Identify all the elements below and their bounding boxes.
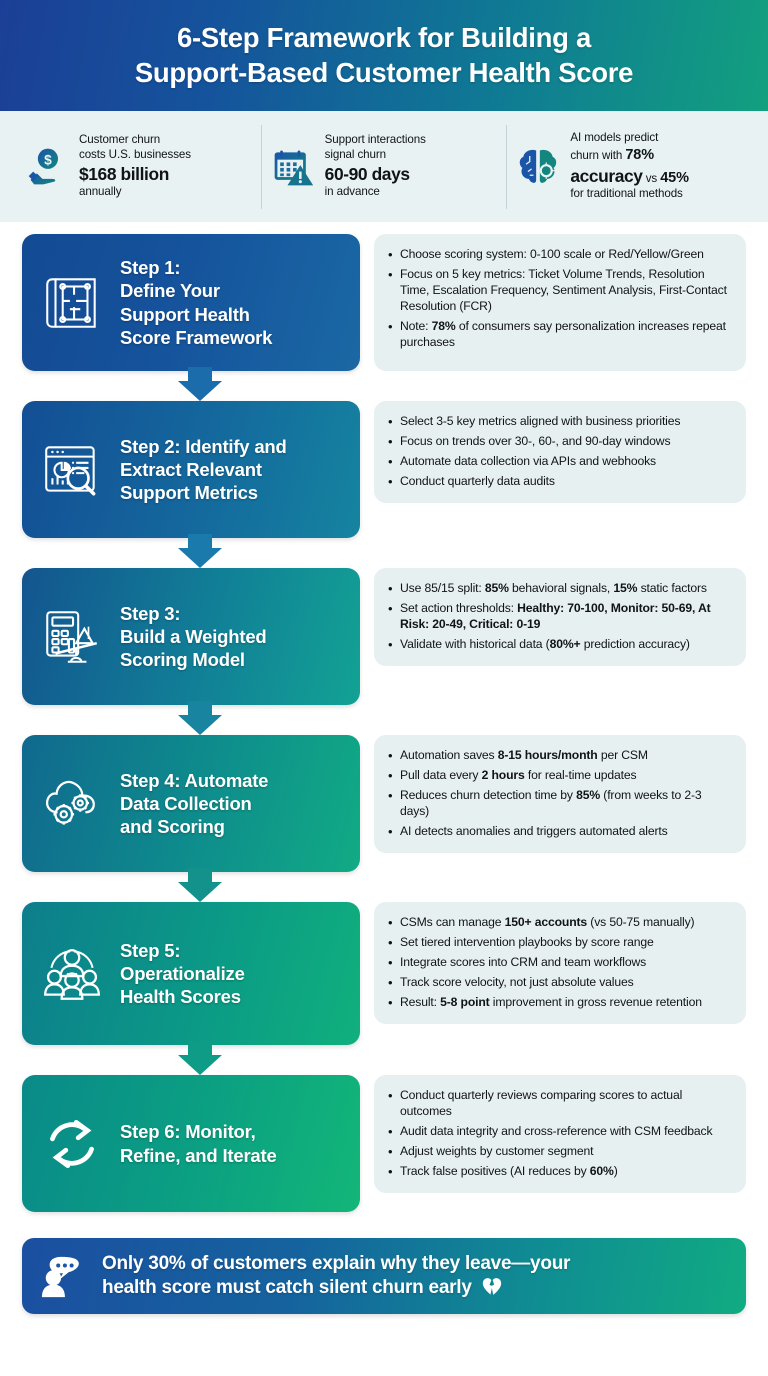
- stat-line2: signal churn: [324, 148, 386, 162]
- bullet-text: Conduct quarterly data audits: [400, 473, 555, 488]
- hand-holding-dollar-icon: [24, 143, 70, 191]
- bullet-text: Track score velocity, not just absolute values: [400, 974, 634, 989]
- bullet-emphasis: 85%: [484, 581, 509, 595]
- bullet-text: AI detects anomalies and triggers automated alerts: [400, 823, 668, 838]
- step-title-line: Operationalize: [120, 962, 245, 984]
- step-title-line: Define Your: [120, 280, 220, 302]
- bullet-text: Note:: [400, 318, 432, 333]
- flow-arrow-5-to-6: [170, 1041, 230, 1075]
- calculator-scale-icon: [34, 599, 110, 675]
- step-title-line: Step 6: Monitor,: [120, 1121, 256, 1143]
- list-item: [387, 975, 732, 991]
- page-title-line2: Support-Based Customer Health Score: [134, 56, 634, 88]
- stat-vs: vs: [642, 171, 661, 185]
- bullet-text: Focus on 5 key metrics: Ticket Volume Trends, Resolution Time, Escalation Frequency, Sentiment Analysis, First-Contact Resolution (FCR): [400, 266, 727, 313]
- bullet-text: Automation saves: [400, 748, 498, 762]
- list-item: [387, 995, 732, 1011]
- step-card-2[interactable]: [22, 401, 360, 538]
- stat-line2: [570, 146, 689, 164]
- broken-heart-icon: [482, 1277, 502, 1296]
- flow-arrow-4-to-5: [170, 868, 230, 902]
- stat-line4: in advance: [324, 184, 380, 198]
- bullet-text: Use 85/15 split:: [400, 581, 485, 595]
- stat-line1: Customer churn: [79, 133, 161, 147]
- step-bullets-4: [374, 735, 746, 853]
- stat-line4: for traditional methods: [570, 186, 683, 200]
- step-row-6: [22, 1075, 746, 1212]
- bullet-text: Track false positives (AI reduces by: [400, 1163, 590, 1178]
- page-title-line1: 6-Step Framework for Building a: [177, 21, 591, 53]
- step-title-line: Score Framework: [120, 326, 273, 348]
- bullet-text: Adjust weights by customer segment: [400, 1143, 594, 1158]
- step-title-5: [120, 939, 245, 1009]
- bullet-text: ): [613, 1163, 618, 1178]
- list-item: [387, 748, 732, 764]
- step-title-line: Support Metrics: [120, 482, 258, 504]
- list-item: [387, 247, 732, 263]
- step-row-1: [22, 234, 746, 371]
- stat-text-ai-accuracy: [570, 131, 689, 201]
- header-banner: [0, 0, 768, 111]
- list-item: [387, 824, 732, 840]
- calendar-alert-icon: [270, 143, 316, 191]
- bullet-emphasis: 150+ accounts: [504, 915, 588, 929]
- step-title-3: [120, 602, 267, 672]
- list-item: [387, 581, 732, 597]
- step-title-2: [120, 435, 287, 505]
- flow-arrow-3-to-4: [170, 701, 230, 735]
- list-item: [387, 637, 732, 653]
- step-title-line: Scoring Model: [120, 649, 245, 671]
- step-card-6[interactable]: [22, 1075, 360, 1212]
- bullet-text: improvement in gross revenue retention: [489, 994, 702, 1009]
- bullet-text: static factors: [637, 581, 707, 595]
- stats-strip: [0, 111, 768, 222]
- bullet-emphasis: 80%+: [549, 636, 581, 651]
- bullet-text: Select 3-5 key metrics aligned with business priorities: [400, 414, 681, 428]
- step-bullets-3: [374, 568, 746, 666]
- step-bullets-1: [374, 234, 746, 371]
- list-item: [387, 267, 732, 315]
- list-item: [387, 935, 732, 951]
- stat-text-churn-cost: [79, 133, 191, 199]
- step-card-4[interactable]: [22, 735, 360, 872]
- list-item: [387, 454, 732, 470]
- list-item: [387, 1088, 732, 1120]
- bullet-text: CSMs can manage: [400, 915, 505, 929]
- refresh-cycle-icon: [34, 1106, 110, 1182]
- step-title-line: Data Collection: [120, 792, 252, 814]
- bullet-text: Pull data every: [400, 767, 482, 782]
- bullet-text: prediction accuracy): [580, 636, 690, 651]
- bullet-text: Reduces churn detection time by: [400, 787, 577, 802]
- list-item: [387, 601, 732, 633]
- bullet-emphasis: 8-15 hours/month: [497, 748, 598, 762]
- ai-brain-gear-icon: [515, 143, 561, 191]
- step-card-3[interactable]: [22, 568, 360, 705]
- steps-flow: [0, 222, 768, 1212]
- bullet-emphasis: Healthy: 70-100, Monitor: 50-69, At Risk: 20-49, Critical: 0-19: [400, 600, 711, 631]
- stat-line1: Support interactions: [324, 133, 426, 147]
- stat-highlight: 60-90 days: [324, 163, 410, 184]
- bullet-text: Validate with historical data (: [400, 636, 550, 651]
- step-bullets-2: [374, 401, 746, 503]
- bullet-text: (from weeks to 2-3 days): [400, 787, 702, 818]
- bullet-text: (vs 50-75 manually): [587, 915, 695, 929]
- bullet-text: behavioral signals,: [508, 581, 614, 595]
- footer-line2: health score must catch silent churn early: [102, 1277, 472, 1298]
- bullet-text: Set action thresholds:: [400, 600, 518, 615]
- list-item: [387, 414, 732, 430]
- stat-baseline-pct: 45%: [660, 169, 689, 186]
- step-title-line: Extract Relevant: [120, 458, 262, 480]
- bullet-text: Automate data collection via APIs and webhooks: [400, 453, 656, 468]
- step-title-line: Step 5:: [120, 939, 181, 961]
- bullet-text: Result:: [400, 994, 441, 1009]
- bullet-emphasis: 60%: [589, 1163, 614, 1178]
- step-row-2: [22, 401, 746, 538]
- list-item: [387, 1164, 732, 1180]
- stat-card-ai-accuracy: [506, 125, 752, 209]
- step-title-line: and Scoring: [120, 816, 225, 838]
- step-title-1: [120, 256, 272, 349]
- stat-accuracy-word: accuracy: [570, 165, 643, 186]
- list-item: [387, 1144, 732, 1160]
- list-item: [387, 915, 732, 931]
- bullet-text: Choose scoring system: 0-100 scale or Red/Yellow/Green: [400, 247, 704, 261]
- page-title: [135, 21, 633, 90]
- list-item: [387, 319, 732, 351]
- step-title-line: Support Health: [120, 303, 250, 325]
- stat-highlight: $168 billion: [79, 163, 169, 184]
- list-item: [387, 768, 732, 784]
- bullet-emphasis: 5-8 point: [440, 994, 490, 1009]
- bullet-emphasis: 2 hours: [481, 767, 525, 782]
- stat-line2-pre: churn with: [570, 149, 626, 163]
- bullet-text: Set tiered intervention playbooks by score range: [400, 934, 654, 949]
- flow-arrow-1-to-2: [170, 367, 230, 401]
- step-title-6: [120, 1120, 277, 1167]
- cloud-gears-icon: [34, 766, 110, 842]
- step-title-line: Step 3:: [120, 602, 181, 624]
- stat-card-churn-cost: [16, 125, 261, 209]
- stat-line2: costs U.S. businesses: [79, 148, 191, 162]
- bullet-text: per CSM: [597, 748, 648, 762]
- step-card-5[interactable]: [22, 902, 360, 1045]
- step-bullets-5: [374, 902, 746, 1024]
- step-title-line: Step 4: Automate: [120, 769, 269, 791]
- bullet-emphasis: 85%: [576, 787, 601, 802]
- people-group-icon: [34, 936, 110, 1012]
- step-row-4: [22, 735, 746, 872]
- stat-text-signal-window: [325, 133, 426, 199]
- step-title-line: Step 1:: [120, 256, 181, 278]
- list-item: [387, 788, 732, 820]
- stat-card-signal-window: [261, 125, 507, 209]
- bullet-text: Audit data integrity and cross-reference with CSM feedback: [400, 1123, 713, 1138]
- person-speech-bubble-icon: [36, 1251, 90, 1301]
- bullet-text: Focus on trends over 30-, 60-, and 90-day windows: [400, 433, 671, 448]
- list-item: [387, 434, 732, 450]
- dashboard-magnifier-icon: [34, 432, 110, 508]
- step-title-line: Refine, and Iterate: [120, 1144, 277, 1166]
- step-title-line: Build a Weighted: [120, 625, 267, 647]
- blueprint-icon: [34, 265, 110, 341]
- step-bullets-6: [374, 1075, 746, 1193]
- footer-line1: Only 30% of customers explain why they leave—your: [102, 1252, 571, 1274]
- footer-banner: [22, 1238, 746, 1314]
- svg-text:$: $: [44, 151, 52, 167]
- list-item: [387, 474, 732, 490]
- step-title-4: [120, 769, 268, 839]
- bullet-text: Integrate scores into CRM and team workflows: [400, 954, 647, 969]
- step-row-3: [22, 568, 746, 705]
- step-card-1[interactable]: [22, 234, 360, 371]
- footer-line2-wrap: [102, 1276, 570, 1300]
- stat-line4: annually: [79, 184, 122, 198]
- bullet-emphasis: 78%: [431, 318, 456, 333]
- list-item: [387, 1124, 732, 1140]
- stat-line2-bold: 78%: [625, 147, 655, 164]
- flow-arrow-2-to-3: [170, 534, 230, 568]
- bullet-text: for real-time updates: [524, 767, 637, 782]
- bullet-emphasis: 15%: [613, 581, 638, 595]
- list-item: [387, 955, 732, 971]
- footer-message: [102, 1252, 570, 1300]
- stat-line3: [570, 165, 689, 187]
- bullet-text: Conduct quarterly reviews comparing scores to actual outcomes: [400, 1088, 683, 1118]
- step-row-5: [22, 902, 746, 1045]
- stat-line1: AI models predict: [570, 131, 659, 145]
- step-title-line: Health Scores: [120, 986, 241, 1008]
- bullet-text: of consumers say personalization increases repeat purchases: [400, 318, 726, 349]
- step-title-line: Step 2: Identify and: [120, 435, 287, 457]
